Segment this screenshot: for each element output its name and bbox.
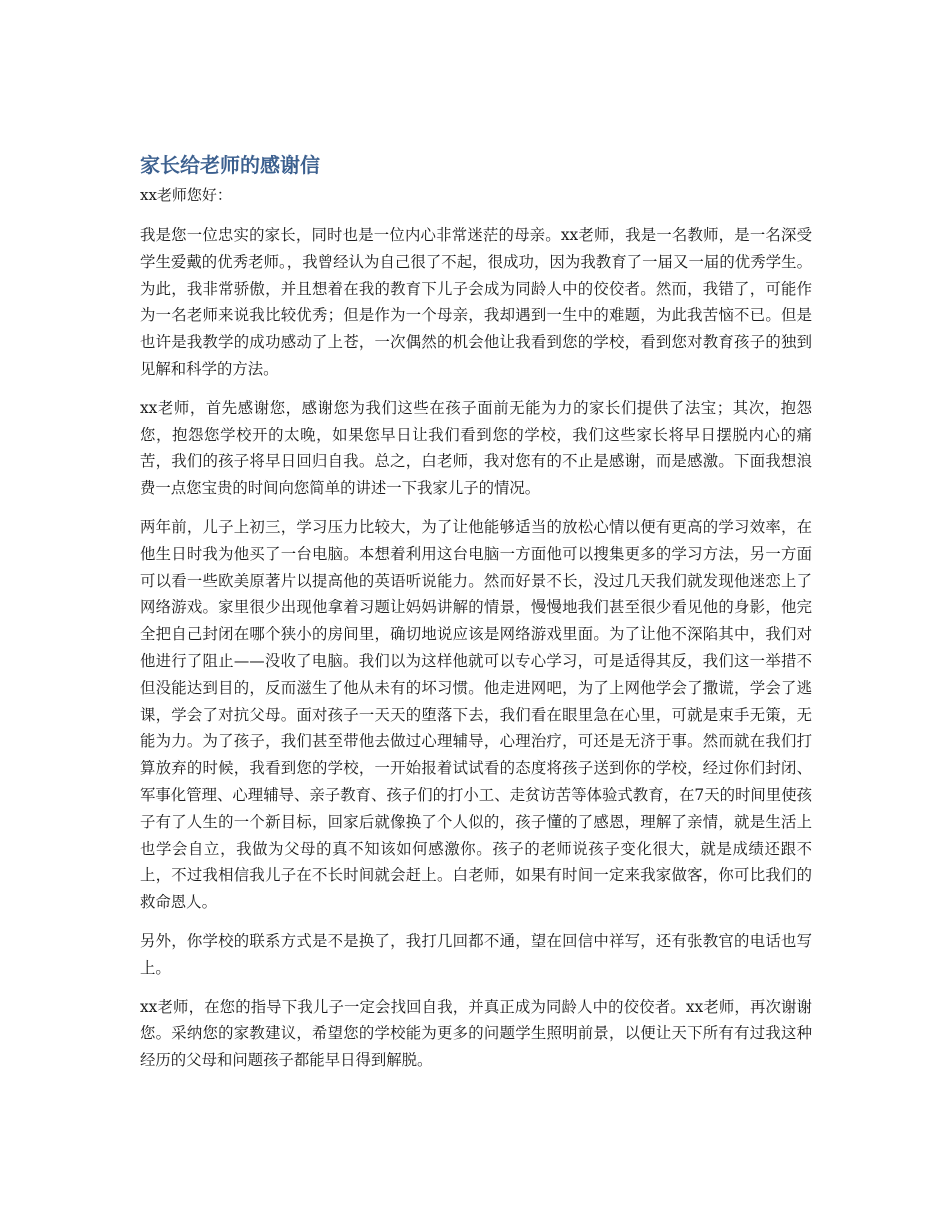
document-title: 家长给老师的感谢信 <box>140 153 320 177</box>
paragraph-3: 两年前，儿子上初三，学习压力比较大，为了让他能够适当的放松心情以便有更高的学习效率，在他生日时我为他买了一台电脑。本想着利用这台电脑一方面他可以搜集更多的学习方法，另一方面可以看一些欧美原著片以提高他的英语听说能力。然而好景不长，没过几天我们就发现他迷恋上了网络游戏。家里很少出现他拿着习题让妈妈讲解的情景，慢慢地我们甚至很少看见他的身影，他完全把自己封闭在哪个狭小的房间里，确切地说应该是网络游戏里面。为了让他不深陷其中，我们对他进行了阻止——没收了电脑。我们以为这样他就可以专心学习，可是适得其反，我们这一举措不但没能达到目的，反而滋生了他从未有的坏习惯。他走进网吧，为了上网他学会了撒谎，学会了逃课，学会了对抗父母。面对孩子一天天的堕落下去，我们看在眼里急在心里，可就是束手无策，无能为力。为了孩子，我们甚至带他去做过心理辅导，心理治疗，可还是无济于事。然而就在我们打算放弃的时候，我看到您的学校，一开始报着试试看的态度将孩子送到你的学校，经过你们封闭、军事化管理、心理辅导、亲子教育、孩子们的打小工、走贫访苦等体验式教育，在7天的时间里使孩子有了人生的一个新目标，回家后就像换了个人似的，孩子懂的了感恩，理解了亲情，就是生活上也学会自立，我做为父母的真不知该如何感激你。孩子的老师说孩子变化很大，就是成绩还跟不上，不过我相信我儿子在不长时间就会赶上。白老师，如果有时间一定来我家做客，你可比我们的救命恩人。 <box>140 517 812 912</box>
letter-body <box>140 150 812 1086</box>
paragraph-1: 我是您一位忠实的家长，同时也是一位内心非常迷茫的母亲。xx老师，我是一名教师，是一名深受学生爱戴的优秀老师。，我曾经认为自己很了不起，很成功，因为我教育了一届又一届的优秀学生。为此，我非常骄傲，并且想着在我的教育下儿子会成为同龄人中的佼佼者。然而，我错了，可能作为一名老师来说我比较优秀；但是作为一个母亲，我却遇到一生中的难题，为此我苦恼不已。但是也许是我教学的成功感动了上苍，一次偶然的机会他让我看到您的学校，看到您对教育孩子的独到见解和科学的方法。 <box>140 226 812 378</box>
paragraph-4: 另外，你学校的联系方式是不是换了，我打几回都不通，望在回信中祥写，还有张教官的电话也写上。 <box>140 931 812 977</box>
paragraph-2: xx老师，首先感谢您，感谢您为我们这些在孩子面前无能为力的家长们提供了法宝；其次，抱怨您，抱怨您学校开的太晚，如果您早日让我们看到您的学校，我们这些家长将早日摆脱内心的痛苦，我们的孩子将早日回归自我。总之，白老师，我对您有的不止是感谢，而是感激。下面我想浪费一点您宝贵的时间向您简单的讲述一下我家儿子的情况。 <box>140 398 812 498</box>
greeting-line: xx老师您好： <box>140 186 232 204</box>
paragraph-5: xx老师，在您的指导下我儿子一定会找回自我，并真正成为同龄人中的佼佼者。xx老师，再次谢谢您。采纳您的家教建议，希望您的学校能为更多的问题学生照明前景，以便让天下所有有过我这种经历的父母和问题孩子都能早日得到解脱。 <box>140 997 812 1070</box>
